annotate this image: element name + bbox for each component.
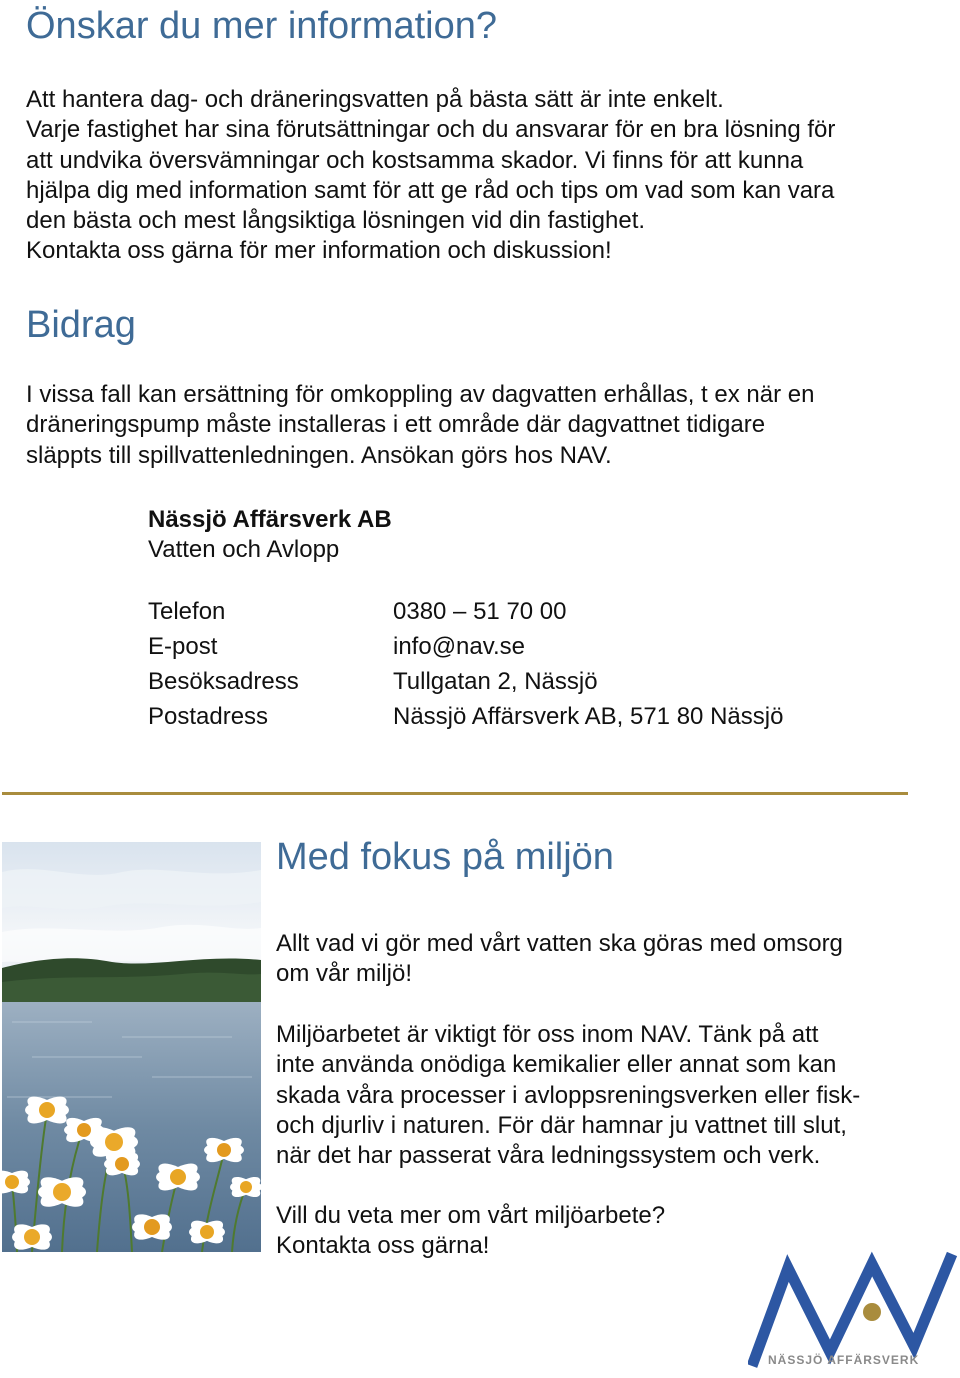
- contact-row-phone: [148, 594, 783, 629]
- logo-wordmark: NÄSSJÖ AFFÄRSVERK: [768, 1353, 920, 1367]
- postal-address-label: Postadress: [148, 703, 269, 730]
- environment-line: om vår miljö!: [276, 960, 413, 988]
- environment-paragraph-1: [276, 929, 936, 990]
- environment-line: Vill du veta mer om vårt miljöarbete?: [276, 1202, 666, 1229]
- bidrag-paragraph: [26, 380, 936, 471]
- info-line: Kontakta oss gärna för mer information och diskussion!: [26, 237, 612, 265]
- info-paragraph: [26, 85, 936, 267]
- environment-heading: Med fokus på miljön: [276, 836, 614, 878]
- environment-line: Kontakta oss gärna!: [276, 1232, 490, 1260]
- info-line: Varje fastighet har sina förutsättningar och du ansvarar för en bra lösning för: [26, 116, 836, 144]
- environment-line: inte använda onödiga kemikalier eller annat som kan: [276, 1051, 837, 1079]
- section-divider: [2, 792, 908, 795]
- info-line: Att hantera dag- och dräneringsvatten på bästa sätt är inte enkelt.: [26, 86, 724, 113]
- phone-value: 0380 – 51 70 00: [393, 598, 567, 625]
- lake-daisies-photo: [2, 842, 261, 1252]
- info-line: att undvika översvämningar och kostsamma skador. Vi finns för att kunna: [26, 146, 804, 174]
- environment-line: Miljöarbetet är viktigt för oss inom NAV. Tänk på att: [276, 1021, 819, 1048]
- contact-header: [148, 505, 392, 565]
- contact-row-postal-address: [148, 699, 783, 734]
- contact-row-email: [148, 629, 783, 664]
- info-line: den bästa och mest långsiktiga lösningen vid din fastighet.: [26, 207, 646, 235]
- environment-line: skada våra processer i avloppsreningsverken eller fisk-: [276, 1081, 861, 1109]
- info-heading: Önskar du mer information?: [26, 5, 497, 47]
- info-line: hjälpa dig med information samt för att ge råd och tips om vad som kan vara: [26, 176, 835, 204]
- department-name: Vatten och Avlopp: [148, 536, 340, 563]
- email-value[interactable]: info@nav.se: [393, 633, 525, 660]
- bidrag-heading: Bidrag: [26, 304, 136, 346]
- email-label: E-post: [148, 633, 218, 660]
- bidrag-line: I vissa fall kan ersättning för omkoppling av dagvatten erhållas, t ex när en: [26, 381, 815, 408]
- contact-row-visit-address: [148, 664, 783, 699]
- company-name: Nässjö Affärsverk AB: [148, 506, 392, 533]
- environment-line: när det har passerat våra ledningssystem och verk.: [276, 1142, 821, 1170]
- postal-address-value: Nässjö Affärsverk AB, 571 80 Nässjö: [393, 703, 784, 730]
- visit-address-value: Tullgatan 2, Nässjö: [393, 668, 598, 695]
- contact-table: [148, 594, 783, 734]
- bidrag-line: dräneringspump måste installeras i ett område där dagvattnet tidigare: [26, 411, 766, 439]
- environment-line: Allt vad vi gör med vårt vatten ska göras med omsorg: [276, 930, 843, 957]
- bidrag-line: släppts till spillvattenledningen. Ansökan görs hos NAV.: [26, 441, 612, 469]
- phone-label: Telefon: [148, 598, 226, 625]
- environment-paragraph-2: [276, 1020, 936, 1171]
- environment-line: och djurliv i naturen. För där hamnar ju vattnet till slut,: [276, 1111, 847, 1139]
- visit-address-label: Besöksadress: [148, 668, 299, 695]
